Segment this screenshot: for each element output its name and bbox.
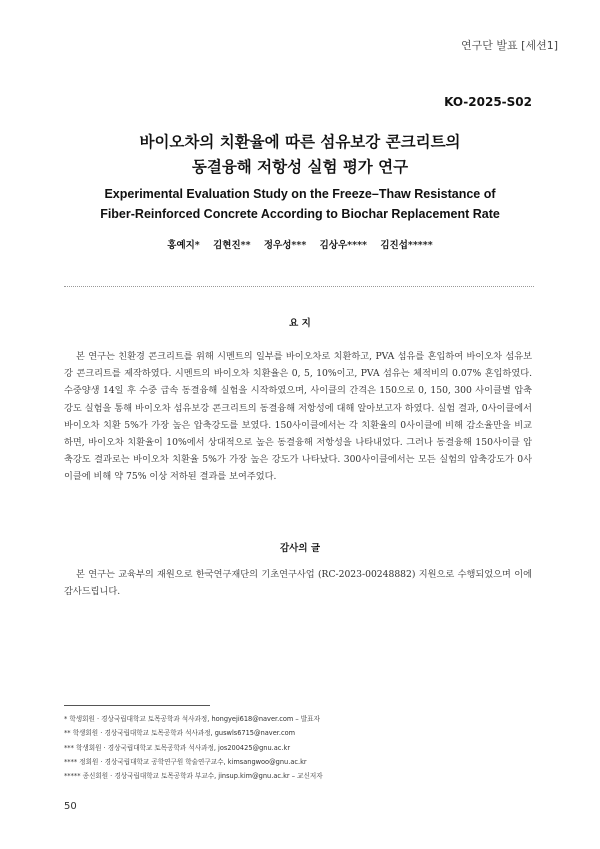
session-label: 연구단 발표 [세션1] <box>461 39 558 52</box>
title-english-line1: Experimental Evaluation Study on the Freeze–Thaw Resistance of <box>104 187 496 201</box>
abstract-heading: 요 지 <box>289 318 311 329</box>
paper-code: KO-2025-S02 <box>444 95 532 109</box>
author-name: 김진섭***** <box>380 240 433 251</box>
footnote: ***** 종신회원 · 경상국립대학교 토목공학과 부교수, jinsup.kim@gnu.ac.kr – 교신저자 <box>64 772 323 781</box>
author-name: 김상우**** <box>319 240 368 251</box>
footnote: *** 학생회원 · 경상국립대학교 토목공학과 석사과정, jos200425@gnu.ac.kr <box>64 743 291 752</box>
acknowledgement-text: 본 연구는 교육부의 재원으로 한국연구재단의 기초연구사업 (RC-2023-00248882) 지원으로 수행되었으며 이에 감사드립니다. <box>64 569 532 598</box>
abstract-text: 본 연구는 친환경 콘크리트를 위해 시멘트의 일부를 바이오차로 치환하고, PVA 섬유를 혼입하여 바이오차 섬유보강 콘크리트를 제작하였다. 시멘트의 바이오차 치환율은 0, 5, 10%이고, PVA 섬유는 체적비의 0.07% 혼입하였다. 수중양생 14일 후 수중 급속 동결융해 실험을 시작하였으며, 사이클의 간격은 150으로 0, 150, 300 사이클별 압축강도 실험을 통해 바이오차 섬유보강 콘크리트의 동결융해 저항성에 대해 알아보고자 하였다. 실험 결과, 0사이클에서 바이오차 치환 5%가 가장 높은 압축강도를 보였다. 150사이클에서는 각 치환율의 0사이클에 비해 감소율만을 비교하면, 바이오차 치환율이 10%에서 상대적으로 높은 동결융해 저항성을 나타내었다. 그러나 동결융해 150사이클 압축강도 결과로는 바이오차 치환율 5%가 가장 높은 강도가 나타났다. 300사이클에서는 모든 실험의 압축강도가 0사이클에 비해 약 75% 이상 저하된 결과를 보여주었다. <box>64 351 532 483</box>
footnotes <box>64 712 534 783</box>
author-name: 김현진** <box>213 240 251 251</box>
page-number: 50 <box>64 801 77 812</box>
acknowledgement-heading: 감사의 글 <box>279 543 320 554</box>
title-korean-line1: 바이오차의 치환율에 따른 섬유보강 콘크리트의 <box>139 133 461 151</box>
title-korean <box>0 130 600 180</box>
title-english-line2: Fiber-Reinforced Concrete According to Biochar Replacement Rate <box>100 207 500 221</box>
section-divider <box>64 286 534 287</box>
title-korean-line2: 동결융해 저항성 실험 평가 연구 <box>191 158 409 176</box>
footnote: ** 학생회원 · 경상국립대학교 토목공학과 석사과정, guswls6715@naver.com <box>64 729 296 738</box>
footnote: **** 정회원 · 경상국립대학교 공학연구원 학술연구교수, kimsangwoo@gnu.ac.kr <box>64 757 307 766</box>
author-name: 정우성*** <box>263 240 307 251</box>
footnote-rule <box>64 705 210 706</box>
footnote: * 학생회원 · 경상국립대학교 토목공학과 석사과정, hongyeji618@naver.com – 발표자 <box>64 715 320 723</box>
title-english <box>0 184 600 224</box>
author-name: 홍예지* <box>167 240 200 251</box>
author-list <box>0 237 600 251</box>
